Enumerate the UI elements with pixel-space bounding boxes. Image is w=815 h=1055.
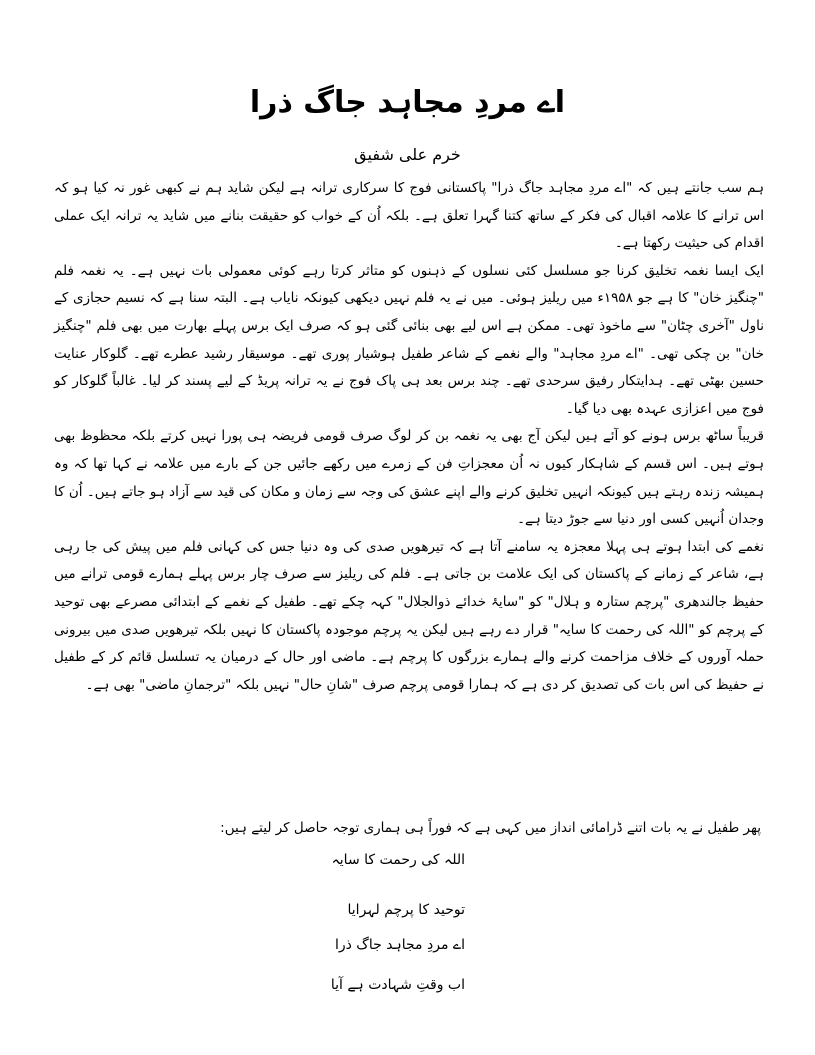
author-name: خرم علی شفیق <box>354 145 461 164</box>
verse-line: اللہ کی رحمت کا سایہ <box>331 852 465 868</box>
verse-line: توحید کا پرچم لہرایا <box>347 902 465 918</box>
verse-line: اب وقتِ شہادت ہے آیا <box>330 977 465 993</box>
paragraph: قریباً ساٹھ برس ہونے کو آئے ہیں لیکن آج بھی یہ نغمہ بن کر لوگ صرف قومی فریضہ ہی پورا نہیں کرتے بلکہ محظوظ بھی ہوتے ہیں۔ اس قسم کے شاہکار کیوں نہ اُن معجزاتِ فن کے زمرے میں رکھے جائیں جن کے بارے میں علامہ نے کہا تھا کہ وہ ہمیشہ زندہ رہتے ہیں کیونکہ انہیں تخلیق کرنے والے اپنے عشق کی وجہ سے زمان و مکان کی قید سے آزاد ہو جاتے ہیں۔ اُن کا وجدان اُنہیں کسی اور دنیا سے جوڑ دیتا ہے۔ <box>54 428 764 528</box>
article-title: اے مردِ مجاہد جاگ ذرا <box>249 85 566 120</box>
article-body <box>54 175 764 699</box>
verse-intro: پھر طفیل نے یہ بات اتنے ڈرامائی انداز میں کہی ہے کہ فوراً ہی ہماری توجہ حاصل کر لیتے ہیں: <box>220 820 761 836</box>
paragraph: ہم سب جانتے ہیں کہ "اے مردِ مجاہد جاگ ذرا" پاکستانی فوج کا سرکاری ترانہ ہے لیکن شاید ہم نے کبھی غور نہ کیا ہو کہ اس ترانے کا علامہ اقبال کی فکر کے ساتھ کتنا گہرا تعلق ہے۔ بلکہ اُن کے خواب کو حقیقت بنانے میں شاید یہ ترانہ ایک عملی اقدام کی حیثیت رکھتا ہے۔ <box>54 180 764 252</box>
paragraph: نغمے کی ابتدا ہوتے ہی پہلا معجزہ یہ سامنے آتا ہے کہ تیرھویں صدی کی وہ دنیا جس کی کہانی فلم میں پیش کی جا رہی ہے، شاعر کے زمانے کے پاکستان کی ایک علامت بن جاتی ہے۔ فلم کی ریلیز سے صرف چار برس پہلے ہمارے قومی ترانے میں حفیظ جالندھری "پرچم ستارہ و ہلال" کو "سایۂ خدائے ذوالجلال" کہہ چکے تھے۔ طفیل کے نغمے کے ابتدائی مصرعے بھی توحید کے پرچم کو "اللہ کی رحمت کا سایہ" قرار دے رہے ہیں لیکن یہ پرچم موجودہ پاکستان کا نہیں بلکہ تیرھویں صدی میں بیرونی حملہ آوروں کے خلاف مزاحمت کرنے والے ہمارے بزرگوں کا پرچم ہے۔ ماضی اور حال کے درمیان یہ تسلسل قائم کر کے طفیل نے حفیظ کی اس بات کی تصدیق کر دی ہے کہ ہمارا قومی پرچم صرف "شانِ حال" نہیں بلکہ "ترجمانِ ماضی" بھی ہے۔ <box>54 538 764 693</box>
paragraph: ایک ایسا نغمہ تخلیق کرنا جو مسلسل کئی نسلوں کے ذہنوں کو متاثر کرتا رہے کوئی معمولی بات نہیں ہے۔ یہ نغمہ فلم "چنگیز خان" کا ہے جو ۱۹۵۸ء میں ریلیز ہوئی۔ میں نے یہ فلم نہیں دیکھی کیونکہ نایاب ہے۔ البتہ سنا ہے کہ نسیم حجازی کے ناول "آخری چٹان" سے ماخوذ تھی۔ ممکن ہے اس لیے بھی بنائی گئی ہو کہ صرف ایک برس پہلے بھارت میں بھی فلم "چنگیز خان" بن چکی تھی۔ "اے مردِ مجاہد" والے نغمے کے شاعر طفیل ہوشیار پوری تھے۔ موسیقار رشید عطرے تھے۔ گلوکار عنایت حسین بھٹی تھے۔ ہدایتکار رفیق سرحدی تھے۔ چند برس بعد ہی پاک فوج نے یہ ترانہ پریڈ کے لیے پسند کر لیا۔ غالباً گلوکار کو فوج میں اعزازی عہدہ بھی دیا گیا۔ <box>54 262 764 417</box>
verse-line: اے مردِ مجاہد جاگ ذرا <box>334 937 465 953</box>
